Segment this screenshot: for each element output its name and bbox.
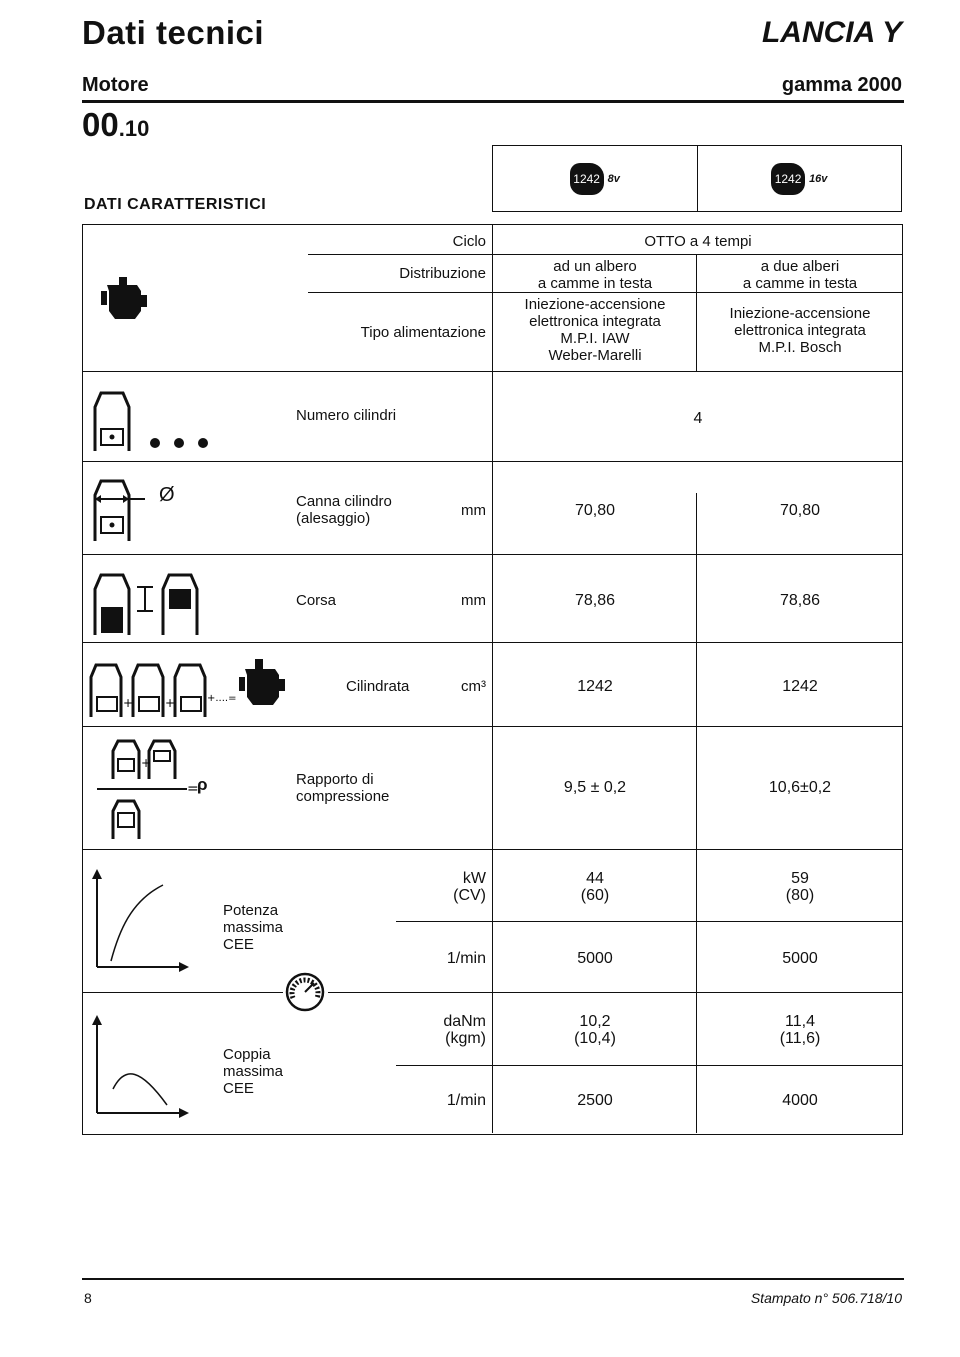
text-line: a due alberi — [760, 258, 840, 275]
engine-header-16v — [697, 146, 902, 211]
text-line: daNm — [443, 1013, 486, 1030]
unit-cilindrata: cm³ — [461, 678, 486, 695]
value-potenza-rpm-16v: 5000 — [782, 950, 818, 967]
divider — [328, 992, 902, 993]
header-rule — [82, 100, 904, 103]
label-numero-cilindri: Numero cilindri — [296, 407, 397, 424]
value-alimentazione-16v — [698, 305, 902, 356]
text-line: 59 — [791, 870, 809, 887]
text-line: Iniezione-accensione — [524, 296, 666, 313]
page-subtitle: Motore — [82, 74, 149, 96]
spec-table — [82, 224, 903, 1135]
label-ciclo: Ciclo — [452, 233, 486, 250]
displacement-icon — [89, 653, 319, 719]
value-potenza-rpm-8v: 5000 — [577, 950, 613, 967]
unit-potenza-rpm: 1/min — [446, 950, 486, 967]
label-distribuzione: Distribuzione — [399, 265, 486, 282]
divider — [83, 849, 902, 850]
label-alesaggio — [296, 493, 446, 527]
text-line: ad un albero — [553, 258, 637, 275]
engine-block-icon: 1242 — [570, 163, 604, 195]
unit-coppia-rpm: 1/min — [446, 1092, 486, 1109]
brand-name: LANCIA Y — [761, 16, 902, 49]
value-distribuzione-16v — [698, 258, 902, 292]
divider — [308, 292, 902, 293]
divider — [492, 225, 493, 1133]
text-line: (10,4) — [574, 1030, 616, 1047]
value-distribuzione-8v — [494, 258, 696, 292]
text-line: (kgm) — [445, 1030, 486, 1047]
value-coppia-16v — [698, 1013, 902, 1047]
engine-block-icon: 1242 — [771, 163, 805, 195]
value-compressione-8v: 9,5 ± 0,2 — [563, 779, 627, 796]
text-line: compressione — [296, 788, 390, 805]
text-line: elettronica integrata — [734, 322, 866, 339]
value-ciclo: OTTO a 4 tempi — [644, 233, 752, 250]
divider — [83, 461, 902, 462]
text-line: Weber-Marelli — [548, 347, 642, 364]
value-coppia-rpm-16v: 4000 — [782, 1092, 818, 1109]
value-cilindrata-8v: 1242 — [577, 678, 613, 695]
svg-text:=: = — [187, 781, 199, 797]
page-number: 8 — [84, 1290, 92, 1306]
svg-text:+....=: +....= — [207, 693, 237, 704]
svg-text:+: + — [165, 696, 176, 710]
value-cilindrata-16v: 1242 — [782, 678, 818, 695]
text-line: Iniezione-accensione — [729, 305, 871, 322]
text-line: massima — [223, 1063, 284, 1080]
label-compressione — [296, 771, 486, 805]
footer-rule — [82, 1278, 904, 1280]
text-line: (80) — [785, 887, 815, 904]
label-corsa: Corsa — [296, 592, 337, 609]
engine-valves: 8v — [607, 172, 620, 185]
stroke-icon — [91, 563, 221, 637]
bore-icon — [91, 471, 201, 543]
text-line: 44 — [586, 870, 604, 887]
value-coppia-8v — [494, 1013, 696, 1047]
value-numero-cilindri: 4 — [693, 410, 703, 427]
divider — [83, 371, 902, 372]
text-line: (60) — [580, 887, 610, 904]
value-compressione-16v: 10,6±0,2 — [768, 779, 832, 796]
text-line: CEE — [223, 936, 254, 953]
divider — [83, 726, 902, 727]
section-code — [82, 106, 149, 144]
text-line: Coppia — [223, 1046, 271, 1063]
divider — [396, 1065, 902, 1066]
divider — [396, 921, 902, 922]
value-alesaggio-8v: 70,80 — [574, 502, 616, 519]
section-code-main: 00 — [82, 106, 119, 143]
engine-header-8v — [493, 146, 697, 211]
value-potenza-8v — [494, 870, 696, 904]
divider — [696, 493, 697, 1133]
text-line: M.P.I. Bosch — [758, 339, 842, 356]
unit-potenza — [396, 870, 486, 904]
value-corsa-8v: 78,86 — [574, 592, 616, 609]
label-potenza — [223, 902, 343, 953]
value-corsa-16v: 78,86 — [779, 592, 821, 609]
text-line: (CV) — [453, 887, 486, 904]
engine-badge — [570, 163, 620, 195]
divider — [83, 642, 902, 643]
svg-text:+: + — [123, 696, 134, 710]
diameter-symbol: Ø — [159, 484, 175, 506]
unit-corsa: mm — [461, 592, 486, 609]
tachometer-icon — [284, 971, 326, 1013]
text-line: Potenza — [223, 902, 279, 919]
label-alimentazione: Tipo alimentazione — [360, 324, 486, 341]
print-reference: Stampato n° 506.718/10 — [750, 1290, 902, 1306]
text-line: Rapporto di — [296, 771, 374, 788]
text-line: Canna cilindro — [296, 493, 392, 510]
text-line: 11,4 — [785, 1013, 815, 1030]
divider — [83, 992, 283, 993]
text-line: (alesaggio) — [296, 510, 371, 527]
text-line: massima — [223, 919, 284, 936]
text-line: kW — [462, 870, 486, 887]
unit-coppia — [396, 1013, 486, 1047]
divider — [83, 554, 902, 555]
cylinder-count-icon — [91, 385, 221, 455]
divider — [308, 254, 902, 255]
section-label: DATI CARATTERISTICI — [84, 196, 267, 213]
text-line: a camme in testa — [742, 275, 858, 292]
value-potenza-16v — [698, 870, 902, 904]
text-line: (11,6) — [779, 1030, 821, 1047]
label-cilindrata: Cilindrata — [346, 678, 410, 695]
torque-curve-icon — [91, 1005, 201, 1121]
engine-header — [492, 145, 902, 212]
page-title: Dati tecnici — [82, 14, 265, 51]
svg-text:+: + — [141, 756, 152, 770]
value-coppia-rpm-8v: 2500 — [577, 1092, 613, 1109]
power-curve-icon — [91, 861, 201, 975]
text-line: elettronica integrata — [529, 313, 661, 330]
text-line: a camme in testa — [537, 275, 653, 292]
engine-badge — [771, 163, 827, 195]
section-code-sub: .10 — [118, 116, 150, 141]
label-coppia — [223, 1046, 343, 1097]
text-line: M.P.I. IAW — [560, 330, 630, 347]
text-line: 10,2 — [579, 1013, 611, 1030]
text-line: CEE — [223, 1080, 254, 1097]
engine-valves: 16v — [809, 172, 828, 185]
unit-alesaggio: mm — [461, 502, 486, 519]
model-range: gamma 2000 — [781, 74, 902, 96]
engine-block-icon — [101, 275, 147, 327]
rho-symbol: ρ — [197, 775, 208, 794]
value-alesaggio-16v: 70,80 — [779, 502, 821, 519]
divider — [696, 254, 697, 371]
value-alimentazione-8v — [494, 296, 696, 364]
